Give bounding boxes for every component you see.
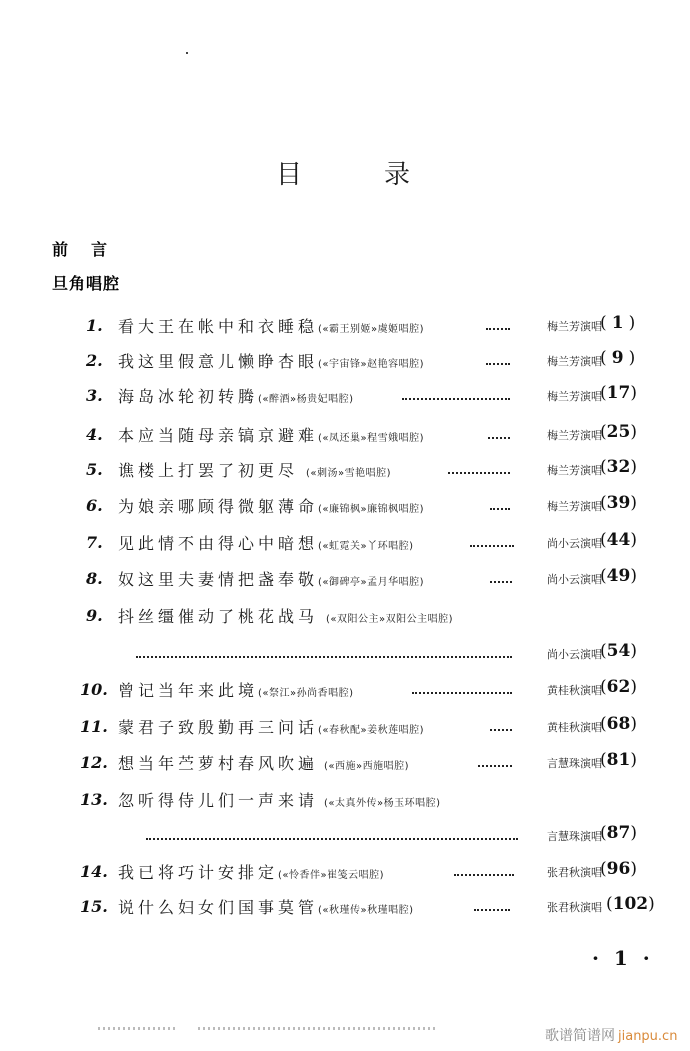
section-heading: 旦角唱腔 — [52, 274, 121, 293]
entry-title: 抖丝缰催动了桃花战马 («双阳公主»双阳公主唱腔) — [118, 607, 454, 626]
toc-entry[interactable] — [0, 347, 690, 377]
watermark-cn: 歌谱简谱网 — [545, 1028, 615, 1044]
entry-page: ( 9 ) — [600, 348, 636, 368]
entry-note: («御碑亭»孟月华唱腔) — [318, 577, 425, 588]
entry-note: («太真外传»杨玉环唱腔) — [324, 798, 441, 809]
entry-title: 为娘亲哪顾得微躯薄命(«廉锦枫»廉锦枫唱腔) — [118, 497, 425, 516]
entry-note: («秋瑾传»秋瑾唱腔) — [318, 905, 414, 916]
dot-leader — [490, 502, 510, 510]
entry-singer: 梅兰芳演唱 — [547, 355, 602, 368]
scan-noise — [198, 1027, 438, 1030]
toc-entry[interactable] — [0, 858, 690, 888]
entry-note: («怜香伴»崔笺云唱腔) — [278, 870, 385, 881]
entry-page: (102) — [606, 894, 655, 914]
toc-entry[interactable] — [0, 676, 690, 706]
entry-number: 8. — [86, 569, 103, 588]
entry-note: («春秋配»姜秋莲唱腔) — [318, 725, 425, 736]
entry-singer: 言慧珠演唱 — [547, 757, 602, 770]
entry-number: 12. — [80, 753, 108, 772]
entry-number: 9. — [86, 606, 103, 625]
toc-entry[interactable] — [0, 492, 690, 522]
watermark — [545, 1025, 677, 1045]
entry-title: 我已将巧计安排定(«怜香伴»崔笺云唱腔) — [118, 863, 385, 882]
entry-title: 见此情不由得心中暗想(«虹霓关»丫环唱腔) — [118, 534, 414, 553]
entry-page: (32) — [600, 457, 637, 477]
entry-title: 海岛冰轮初转腾(«醉酒»杨贵妃唱腔) — [118, 387, 354, 406]
dot-leader — [136, 652, 512, 658]
entry-page: (44) — [600, 530, 637, 550]
toc-entry[interactable] — [0, 602, 690, 632]
entry-singer: 梅兰芳演唱 — [547, 500, 602, 513]
toc-entry[interactable] — [0, 529, 690, 559]
entry-number: 4. — [86, 425, 103, 444]
preface-char-1: 前 — [52, 240, 70, 259]
toc-entry[interactable] — [0, 893, 690, 923]
entry-number: 11. — [80, 717, 108, 736]
toc-entry[interactable] — [0, 456, 690, 486]
entry-note: («廉锦枫»廉锦枫唱腔) — [318, 504, 425, 515]
entry-title: 想当年苎萝村春风吹遍 («西施»西施唱腔) — [118, 754, 410, 773]
dot-leader — [470, 539, 514, 547]
scan-speck — [186, 52, 188, 54]
toc-entry[interactable] — [0, 786, 690, 816]
entry-page: (54) — [600, 641, 637, 661]
entry-note: («祭江»孙尚香唱腔) — [258, 688, 354, 699]
dot-leader — [474, 903, 510, 911]
dot-leader — [448, 466, 510, 474]
entry-page: (62) — [600, 677, 637, 697]
entry-title: 我这里假意儿懒睁杏眼(«宇宙锋»赵艳容唱腔) — [118, 352, 425, 371]
toc-entry-continuation[interactable] — [0, 640, 690, 670]
entry-singer: 尚小云演唱 — [547, 573, 602, 586]
entry-page: (81) — [600, 750, 637, 770]
entry-note: («西施»西施唱腔) — [324, 761, 410, 772]
entry-singer: 张君秋演唱 — [547, 866, 602, 879]
page-title — [0, 150, 690, 190]
entry-title: 说什么妇女们国事莫管(«秋瑾传»秋瑾唱腔) — [118, 898, 414, 917]
entry-number: 3. — [86, 386, 103, 405]
entry-number: 13. — [80, 790, 108, 809]
entry-note: («刺汤»雪艳唱腔) — [306, 468, 392, 479]
entry-note: («虹霓关»丫环唱腔) — [318, 541, 414, 552]
toc-entry[interactable] — [0, 713, 690, 743]
entry-singer: 尚小云演唱 — [547, 537, 602, 550]
entry-title: 蒙君子致殷勤再三问话(«春秋配»姜秋莲唱腔) — [118, 718, 425, 737]
entry-page: (25) — [600, 422, 637, 442]
page-number: · 1 · — [592, 946, 654, 970]
entry-note: («双阳公主»双阳公主唱腔) — [326, 614, 454, 625]
toc-entry[interactable] — [0, 749, 690, 779]
dot-leader — [490, 723, 512, 731]
entry-number: 10. — [80, 680, 108, 699]
entry-title: 奴这里夫妻情把盏奉敬(«御碑亭»孟月华唱腔) — [118, 570, 425, 589]
entry-number: 5. — [86, 460, 103, 479]
entry-title: 曾记当年来此境(«祭江»孙尚香唱腔) — [118, 681, 354, 700]
entry-note: («醉酒»杨贵妃唱腔) — [258, 394, 354, 405]
watermark-latin: jianpu.cn — [618, 1029, 678, 1044]
toc-entry[interactable] — [0, 565, 690, 595]
dot-leader — [488, 431, 510, 439]
title-char-2: 录 — [384, 160, 411, 190]
entry-singer: 张君秋演唱 — [547, 901, 602, 914]
dot-leader — [454, 868, 514, 876]
toc-entry[interactable] — [0, 421, 690, 451]
entry-singer: 梅兰芳演唱 — [547, 320, 602, 333]
title-char-1: 目 — [276, 160, 303, 190]
entry-singer: 梅兰芳演唱 — [547, 464, 602, 477]
toc-entry-continuation[interactable] — [0, 822, 690, 852]
entry-singer: 黄桂秋演唱 — [547, 721, 602, 734]
entry-singer: 黄桂秋演唱 — [547, 684, 602, 697]
entry-note: («凤还巢»程雪娥唱腔) — [318, 433, 425, 444]
entry-page: ( 1 ) — [600, 313, 636, 333]
entry-note: («霸王别姬»虞姬唱腔) — [318, 324, 425, 335]
dot-leader — [490, 575, 512, 583]
entry-title: 忽听得侍儿们一声来请 («太真外传»杨玉环唱腔) — [118, 791, 441, 810]
dot-leader — [478, 759, 512, 767]
entry-singer: 尚小云演唱 — [547, 648, 602, 661]
entry-number: 2. — [86, 351, 103, 370]
entry-singer: 言慧珠演唱 — [547, 830, 602, 843]
entry-title: 看大王在帐中和衣睡稳(«霸王别姬»虞姬唱腔) — [118, 317, 425, 336]
scan-noise — [98, 1027, 178, 1030]
entry-page: (17) — [600, 383, 637, 403]
entry-singer: 梅兰芳演唱 — [547, 390, 602, 403]
entry-page: (68) — [600, 714, 637, 734]
entry-number: 14. — [80, 862, 108, 881]
entry-page: (49) — [600, 566, 637, 586]
dot-leader — [146, 834, 518, 840]
toc-entry[interactable] — [0, 382, 690, 412]
entry-singer: 梅兰芳演唱 — [547, 429, 602, 442]
dot-leader — [486, 322, 510, 330]
entry-number: 7. — [86, 533, 103, 552]
preface-char-2: 言 — [91, 240, 109, 259]
entry-number: 15. — [80, 897, 108, 916]
dot-leader — [412, 686, 512, 694]
entry-page: (87) — [600, 823, 637, 843]
entry-title: 本应当随母亲镐京避难(«凤还巢»程雪娥唱腔) — [118, 426, 425, 445]
dot-leader — [486, 357, 510, 365]
dot-leader — [402, 392, 510, 400]
entry-number: 6. — [86, 496, 103, 515]
entry-page: (39) — [600, 493, 637, 513]
entry-note: («宇宙锋»赵艳容唱腔) — [318, 359, 425, 370]
entry-number: 1. — [86, 316, 103, 335]
entry-title: 谯楼上打罢了初更尽 («刺汤»雪艳唱腔) — [118, 461, 392, 480]
preface-link[interactable] — [52, 237, 108, 260]
toc-entry[interactable] — [0, 312, 690, 342]
entry-page: (96) — [600, 859, 637, 879]
